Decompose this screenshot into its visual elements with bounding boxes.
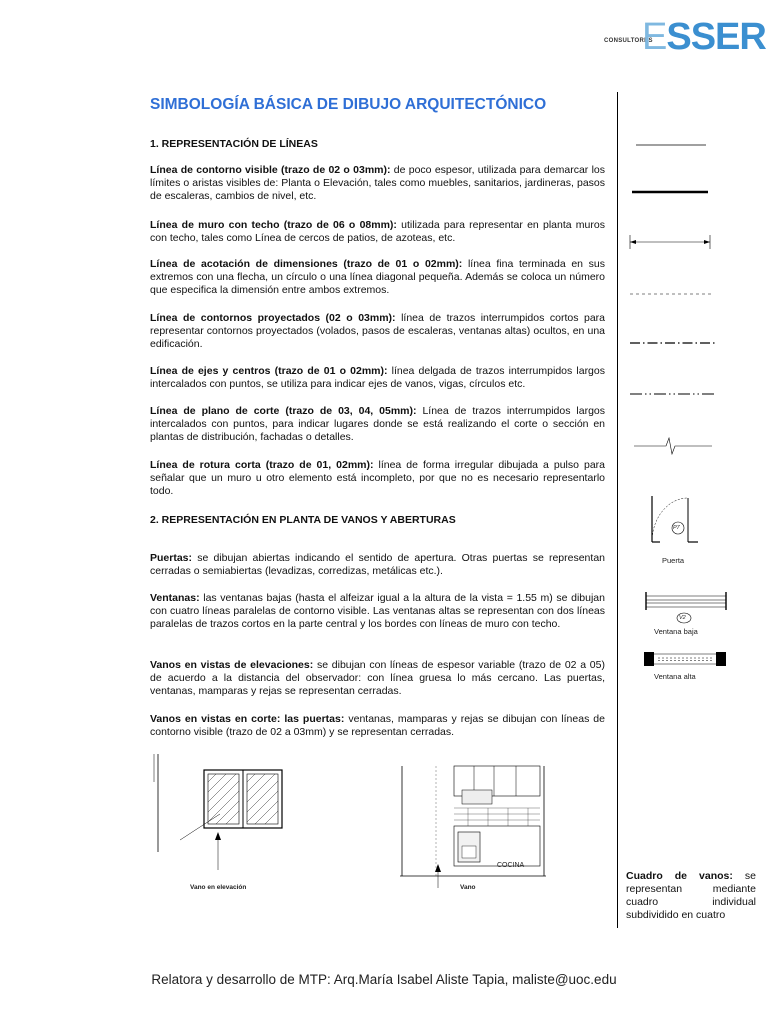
paragraph-corte: Línea de plano de corte (trazo de 03, 04, 05mm): Línea de trazos interrumpidos largos intercalados con puntos, para indicar lugares donde se está realizando el corte o sección en plantas de distribución, fachadas o detalles. [150, 405, 606, 443]
door-symbol [640, 490, 730, 560]
low-window-symbol [640, 588, 740, 628]
logo-brand: ESSER [642, 16, 766, 58]
column-divider [617, 92, 618, 928]
paragraph-muro: Línea de muro con techo (trazo de 06 o 08mm): utilizada para representar en planta muros con techo, tales como Línea de cercos de patios, de azoteas, etc. [150, 219, 605, 244]
logo-prefix: CONSULTORES [604, 38, 653, 44]
acotacion-line [630, 235, 710, 249]
page-footer: Relatora y desarrollo de MTP: Arq.María Isabel Aliste Tapia, maliste@uoc.edu [151, 972, 617, 987]
paragraph-proyectados: Línea de contornos proyectados (02 o 03mm): línea de trazos interrumpidos cortos para representar contornos proyectados (volados, pasos de escaleras, ventanas altas) ocultos, en una edificación. [150, 312, 605, 350]
elevation-figure [150, 752, 290, 884]
consultores-esser-logo [604, 16, 766, 58]
low-window-caption: Ventana baja [654, 627, 698, 636]
section-heading-lines: 1. REPRESENTACIÓN DE LÍNEAS [150, 138, 318, 150]
high-window-caption: Ventana alta [654, 672, 696, 681]
door-caption: Puerta [662, 556, 685, 565]
paragraph-vistas-corte: Vanos en vistas en corte: las puertas: ventanas, mamparas y rejas se dibujan con líneas de contorno visible (trazo de 02 a 03mm) y se representan cerradas. [150, 713, 605, 738]
kitchen-section-figure [398, 756, 548, 882]
line-symbols [620, 130, 768, 470]
section-heading-vanos: 2. REPRESENTACIÓN EN PLANTA DE VANOS Y ABERTURAS [150, 514, 456, 526]
paragraph-contorno: Línea de contorno visible (trazo de 02 o 03mm): de poco espesor, utilizada para demarcar los límites o aristas visibles de: Planta o Elevación, tales como muebles, sanitarios, jardineras, pasos de escaleras, cambios de nivel, etc. [150, 164, 605, 202]
paragraph-ventanas: Ventanas: las ventanas bajas (hasta el alfeizar igual a la altura de la vista = 1.55 m) se dibujan con cuatro líneas paralelas de contorno visible. Las ventanas altas se representan con dos líneas paralelas de trazos cortos en la parte central y los bordes con líneas de muro con techo. [150, 592, 605, 630]
section-caption: Vano [460, 884, 476, 891]
elevation-caption: Vano en elevación [190, 884, 247, 891]
window-tag: V2 [679, 615, 686, 621]
paragraph-ejes: Línea de ejes y centros (trazo de 01 o 02mm): línea delgada de trazos interrumpidos largos intercalados con puntos, se utiliza para indicar ejes de vanos, vigas, círculos etc. [150, 365, 605, 390]
high-window-symbol [640, 648, 740, 672]
side-note-cuadro-vanos: Cuadro de vanos: se representan mediante cuadro individual subdividido en cuatro [626, 870, 756, 921]
rotura-line [634, 438, 712, 454]
paragraph-puertas: Puertas: se dibujan abiertas indicando el sentido de apertura. Otras puertas se representan cerradas o semiabiertas (levadizas, corredizas, metálicas etc.). [150, 552, 605, 577]
paragraph-acotacion: Línea de acotación de dimensiones (trazo de 01 o 02mm): línea fina terminada en sus extremos con una flecha, un círculo o una línea diagonal pequeña. Además se coloca un número que especifica la dimensión entre ambos extremos. [150, 258, 605, 296]
paragraph-rotura: Línea de rotura corta (trazo de 01, 02mm): línea de forma irregular dibujada a pulso para señalar que un muro u otro elemento está incompleto, por que no es necesario representarlo todo. [150, 459, 605, 497]
kitchen-label: COCINA [497, 862, 525, 869]
page-title: SIMBOLOGÍA BÁSICA DE DIBUJO ARQUITECTÓNICO [150, 96, 547, 113]
paragraph-elevaciones: Vanos en vistas de elevaciones: se dibujan con líneas de espesor variable (trazo de 02 a 05) de acuerdo a la distancia del observador: con línea gruesa lo más cercano. Las puertas, ventanas, mamparas y rejas se representan cerradas. [150, 659, 605, 697]
door-tag: P7 [673, 525, 680, 531]
